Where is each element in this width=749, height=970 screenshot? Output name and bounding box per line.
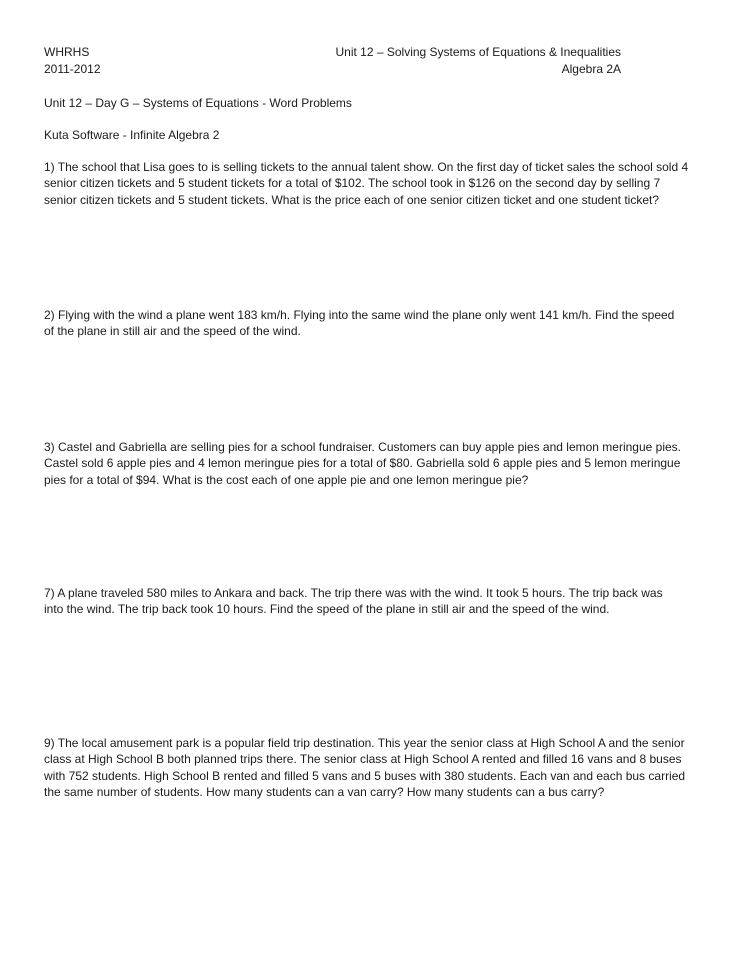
problem-line: pies for a total of $94. What is the cost each of one apple pie and one lemon meringue pie? <box>44 472 529 487</box>
problem-9 <box>44 735 712 801</box>
problem-3 <box>44 439 712 488</box>
problem-1 <box>44 159 712 208</box>
problem-line: senior citizen tickets and 5 student tickets. What is the price each of one senior citizen ticket and one student ticket? <box>44 192 659 207</box>
problem-line: 2) Flying with the wind a plane went 183 km/h. Flying into the same wind the plane only went 141 km/h. Find the speed <box>44 308 675 322</box>
problem-line: Castel sold 6 apple pies and 4 lemon meringue pies for a total of $80. Gabriella sold 6 apple pies and 5 lemon meringue <box>44 456 681 471</box>
school-name: WHRHS <box>44 45 90 59</box>
problem-7 <box>44 585 712 618</box>
unit-title: Unit 12 – Solving Systems of Equations & Inequalities <box>335 45 621 59</box>
worksheet-title: Unit 12 – Day G – Systems of Equations - Word Problems <box>44 96 352 110</box>
problem-line: the same number of students. How many students can a van carry? How many students can a bus carry? <box>44 785 605 800</box>
course-name: Algebra 2A <box>561 62 621 76</box>
problem-line: 7) A plane traveled 580 miles to Ankara and back. The trip there was with the wind. It took 5 hours. The trip back was <box>44 586 663 600</box>
problem-line: 9) The local amusement park is a popular field trip destination. This year the senior class at High School A and the senior <box>44 736 685 750</box>
source-credit: Kuta Software - Infinite Algebra 2 <box>44 128 220 142</box>
problem-line: with 752 students. High School B rented and filled 5 vans and 5 buses with 380 students. Each van and each bus carried <box>44 768 686 783</box>
header-left <box>44 44 101 78</box>
problem-line: of the plane in still air and the speed of the wind. <box>44 324 301 339</box>
header-right <box>336 44 622 78</box>
problem-line: 3) Castel and Gabriella are selling pies for a school fundraiser. Customers can buy apple pies and lemon meringue pies. <box>44 440 682 454</box>
problem-2 <box>44 307 712 340</box>
problem-line: into the wind. The trip back took 10 hours. Find the speed of the plane in still air and the speed of the wind. <box>44 602 610 617</box>
school-year: 2011-2012 <box>44 62 101 76</box>
problem-line: class at High School B both planned trips there. The senior class at High School A rented and filled 16 vans and 8 buses <box>44 752 682 767</box>
problem-line: senior citizen tickets and 5 student tickets for a total of $102. The school took in $126 on the second day by selling 7 <box>44 176 661 191</box>
problem-line: 1) The school that Lisa goes to is selling tickets to the annual talent show. On the first day of ticket sales the school sold 4 <box>44 160 689 174</box>
